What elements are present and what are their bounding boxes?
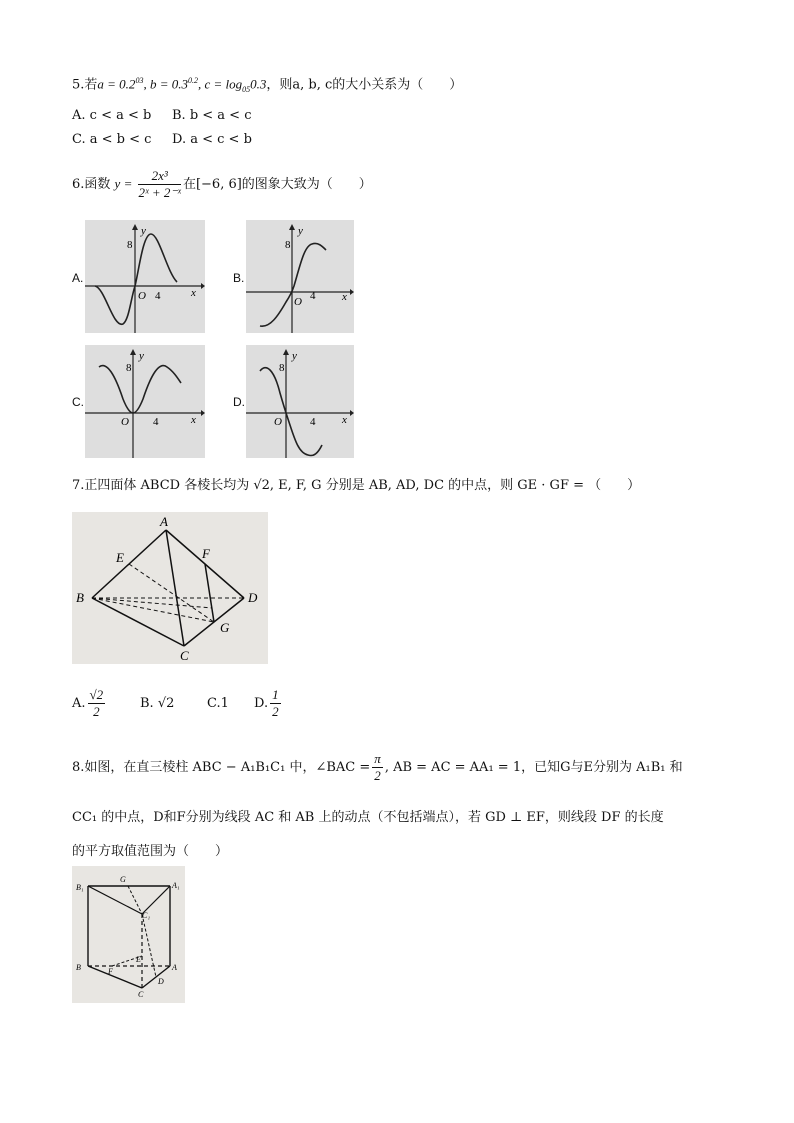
q7-option-c: C.1 bbox=[207, 696, 229, 711]
q6-prefix: 6.函数 bbox=[72, 177, 111, 192]
q7-label-f: F bbox=[202, 546, 210, 561]
q6-graph-b-origin: O bbox=[294, 296, 302, 308]
q7-option-b: B. √2 bbox=[140, 696, 175, 711]
q5-c-expr: , c = log bbox=[197, 76, 243, 92]
q7-option-d-num: 1 bbox=[272, 687, 279, 702]
q6-graph-a-xtick: 4 bbox=[155, 290, 161, 302]
q5-option-b: B. b < a < c bbox=[172, 108, 252, 123]
q5-suffix: ，则a, b, c的大小关系为（ ） bbox=[266, 77, 463, 93]
q5-option-d: D. a < c < b bbox=[172, 132, 252, 147]
q6-graph-a-label: A. bbox=[72, 271, 84, 285]
q6-graph-c-xaxis: x bbox=[191, 414, 196, 426]
q6-den: 2ˣ + 2⁻ˣ bbox=[138, 185, 181, 200]
q6-graph-d-yaxis: y bbox=[292, 350, 297, 362]
q7-label-a: A bbox=[160, 514, 168, 529]
q6-graph-d-label: D. bbox=[233, 395, 245, 409]
q5-b-exp: 0.2 bbox=[187, 76, 198, 85]
q5-c-tail: 0.3 bbox=[250, 76, 267, 92]
q5-option-a: A. c < a < b bbox=[72, 108, 152, 123]
q5-c-sub: 05 bbox=[242, 84, 251, 94]
q8-label-c1: C₁ bbox=[142, 911, 151, 920]
q6-graph-b-yaxis: y bbox=[298, 225, 303, 237]
q7-option-a-prefix: A. bbox=[72, 696, 86, 711]
q5-option-c: C. a < b < c bbox=[72, 132, 152, 147]
q7-option-a-den: 2 bbox=[93, 704, 100, 719]
q5-prefix: 5.若 bbox=[72, 77, 98, 93]
q6-stem bbox=[72, 166, 372, 203]
q8-stem-line3: 的平方取值范围为（ ） bbox=[72, 844, 229, 859]
q8-stem-line1 bbox=[72, 750, 683, 786]
q5-stem bbox=[72, 72, 462, 99]
q8-angle-den: 2 bbox=[374, 768, 381, 783]
q6-graph-c bbox=[85, 345, 205, 458]
q8-angle-fraction bbox=[372, 751, 383, 784]
q6-suffix: 在[−6, 6]的图象大致为（ ） bbox=[182, 177, 372, 192]
q6-graph-c-label: C. bbox=[72, 395, 84, 409]
q8-label-b1: B₁ bbox=[76, 883, 84, 892]
q6-graph-b-xtick: 4 bbox=[310, 290, 316, 302]
q5-b-expr: , b = 0.3 bbox=[143, 76, 188, 92]
q8-label-f: F bbox=[108, 967, 113, 976]
q6-graph-c-yaxis: y bbox=[139, 350, 144, 362]
q8-label-d: D bbox=[158, 977, 164, 986]
q6-graph-c-origin: O bbox=[121, 416, 129, 428]
q5-a-exp: 03 bbox=[135, 76, 144, 85]
q7-tetrahedron-figure bbox=[72, 512, 268, 664]
q8-label-g: G bbox=[120, 875, 126, 884]
q7-option-d-fraction bbox=[270, 687, 281, 720]
q6-graph-c-xtick: 4 bbox=[153, 416, 159, 428]
q6-y-eq: y = bbox=[114, 176, 133, 191]
q6-graph-c-ytick: 8 bbox=[126, 362, 132, 374]
q8-label-a1: A₁ bbox=[172, 881, 180, 890]
q7-option-d-den: 2 bbox=[272, 704, 279, 719]
q7-label-g: G bbox=[220, 620, 230, 635]
q6-graph-a-yaxis: y bbox=[141, 225, 146, 237]
q7-label-b: B bbox=[76, 590, 84, 605]
q6-graph-d-xtick: 4 bbox=[310, 416, 316, 428]
q6-graph-d bbox=[246, 345, 354, 458]
q8-label-a: A bbox=[172, 963, 177, 972]
q5-a-expr: a = 0.2 bbox=[97, 76, 136, 92]
q6-fraction bbox=[138, 168, 180, 201]
q6-graph-d-xaxis: x bbox=[342, 414, 347, 426]
q6-graph-d-origin: O bbox=[274, 416, 282, 428]
q7-label-e: E bbox=[116, 550, 124, 565]
q6-graph-a bbox=[85, 220, 205, 333]
q6-graph-a-origin: O bbox=[138, 290, 146, 302]
q7-option-d-prefix: D. bbox=[254, 696, 269, 711]
q8-line1-suffix: , AB = AC = AA₁ = 1，已知G与E分别为 A₁B₁ 和 bbox=[384, 760, 683, 775]
q7-option-d bbox=[254, 684, 283, 724]
q8-label-c: C bbox=[138, 990, 144, 999]
q6-graph-a-ytick: 8 bbox=[127, 239, 133, 251]
q7-label-c: C bbox=[180, 648, 189, 663]
q7-option-a-num: √2 bbox=[89, 687, 104, 702]
q8-stem-line2: CC₁ 的中点，D和F分别为线段 AC 和 AB 上的动点（不包括端点），若 GD ⊥ EF，则线段 DF 的长度 bbox=[72, 810, 664, 825]
q8-angle-num: π bbox=[374, 751, 381, 766]
q6-graph-b-xaxis: x bbox=[342, 291, 347, 303]
q7-option-a bbox=[72, 684, 107, 724]
q7-option-a-fraction bbox=[88, 687, 106, 720]
q6-graph-b bbox=[246, 220, 354, 333]
q6-graph-b-label: B. bbox=[233, 271, 245, 285]
q6-graph-a-xaxis: x bbox=[191, 287, 196, 299]
q8-line1-prefix: 8.如图，在直三棱柱 ABC − A₁B₁C₁ 中，∠BAC = bbox=[72, 760, 371, 775]
q8-label-b: B bbox=[76, 963, 81, 972]
q7-label-d: D bbox=[248, 590, 258, 605]
q6-num: 2x³ bbox=[138, 168, 180, 185]
q7-stem: 7.正四面体 ABCD 各棱长均为 √2, E, F, G 分别是 AB, AD, DC 的中点，则 GE · GF = （ ） bbox=[72, 478, 641, 493]
q8-prism-figure bbox=[72, 866, 185, 1003]
q6-graph-b-ytick: 8 bbox=[285, 239, 291, 251]
q8-label-e: E bbox=[136, 955, 141, 964]
q6-graph-d-ytick: 8 bbox=[279, 362, 285, 374]
